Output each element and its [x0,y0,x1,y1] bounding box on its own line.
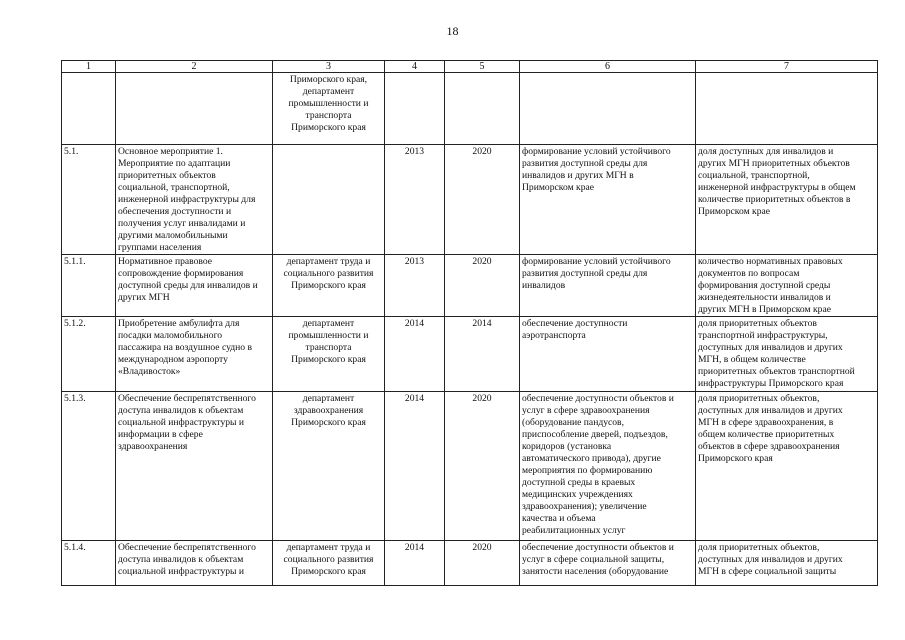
expected-result-cell: обеспечение доступности объектов и услуг в сфере социальной защиты, занятости населения (оборудование [520,541,696,586]
measure-name-cell: Приобретение амбулифта для посадки маломобильного пассажира на воздушное судно в международном аэропорту «Владивосток» [116,317,273,392]
end-year-cell [445,73,520,145]
measure-name-cell: Основное мероприятие 1. Мероприятие по адаптации приоритетных объектов социальной, транспортной, инженерной инфраструктуры для обеспечения доступности и получения услуг инвалидами и другими маломобильными группами населения [116,145,273,255]
measure-name-cell [116,73,273,145]
program-measures-table [61,60,878,586]
start-year-cell: 2013 [385,145,445,255]
start-year-cell: 2013 [385,255,445,317]
row-number-cell: 5.1.2. [62,317,116,392]
table-row [62,73,878,145]
indicator-cell [696,73,878,145]
table-row [62,317,878,392]
start-year-cell [385,73,445,145]
indicator-cell: доля доступных для инвалидов и других МГН приоритетных объектов социальной, транспортной, инженерной инфраструктуры в общем количестве приоритетных объектов в Приморском крае [696,145,878,255]
start-year-cell: 2014 [385,541,445,586]
table-row [62,541,878,586]
executor-cell: департамент труда и социального развития Приморского края [273,255,385,317]
executor-cell: департамент здравоохранения Приморского края [273,392,385,541]
indicator-cell: доля приоритетных объектов транспортной инфраструктуры, доступных для инвалидов и других МГН, в общем количестве приоритетных объектов транспортной инфраструктуры Приморского края [696,317,878,392]
table-header-row [62,61,878,73]
executor-cell: департамент промышленности и транспорта Приморского края [273,317,385,392]
executor-cell: Приморского края, департамент промышленности и транспорта Приморского края [273,73,385,145]
executor-cell [273,145,385,255]
row-number-cell: 5.1.1. [62,255,116,317]
measure-name-cell: Нормативное правовое сопровождение формирования доступной среды для инвалидов и других МГН [116,255,273,317]
start-year-cell: 2014 [385,392,445,541]
start-year-cell: 2014 [385,317,445,392]
indicator-cell: доля приоритетных объектов, доступных для инвалидов и других МГН в сфере социальной защиты [696,541,878,586]
table-row [62,392,878,541]
expected-result-cell: обеспечение доступности аэротранспорта [520,317,696,392]
end-year-cell: 2020 [445,255,520,317]
column-number-header: 6 [520,61,696,73]
indicator-cell: доля приоритетных объектов, доступных для инвалидов и других МГН в сфере здравоохранения, в общем количестве приоритетных объектов в сфере здравоохранения Приморского края [696,392,878,541]
column-number-header: 1 [62,61,116,73]
column-number-header: 4 [385,61,445,73]
row-number-cell: 5.1.4. [62,541,116,586]
expected-result-cell: формирование условий устойчивого развития доступной среды для инвалидов [520,255,696,317]
indicator-cell: количество нормативных правовых документов по вопросам формирования доступной среды жизнедеятельности инвалидов и других МГН в Приморском крае [696,255,878,317]
end-year-cell: 2020 [445,145,520,255]
measure-name-cell: Обеспечение беспрепятственного доступа инвалидов к объектам социальной инфраструктуры и [116,541,273,586]
table-row [62,145,878,255]
measure-name-cell: Обеспечение беспрепятственного доступа инвалидов к объектам социальной инфраструктуры и информации в сфере здравоохранения [116,392,273,541]
end-year-cell: 2020 [445,541,520,586]
table-row [62,255,878,317]
expected-result-cell: формирование условий устойчивого развития доступной среды для инвалидов и других МГН в Приморском крае [520,145,696,255]
column-number-header: 2 [116,61,273,73]
column-number-header: 7 [696,61,878,73]
row-number-cell: 5.1.3. [62,392,116,541]
page-number: 18 [446,24,459,38]
end-year-cell: 2014 [445,317,520,392]
row-number-cell [62,73,116,145]
expected-result-cell: обеспечение доступности объектов и услуг в сфере здравоохранения (оборудование пандусов, приспособление дверей, подъездов, коридоров (установка автоматического привода), другие мероприятия по формированию доступной среды в краевых медицинских учреждениях здравоохранения); увеличение качества и объема реабилитационных услуг [520,392,696,541]
row-number-cell: 5.1. [62,145,116,255]
executor-cell: департамент труда и социального развития Приморского края [273,541,385,586]
expected-result-cell [520,73,696,145]
column-number-header: 3 [273,61,385,73]
column-number-header: 5 [445,61,520,73]
end-year-cell: 2020 [445,392,520,541]
